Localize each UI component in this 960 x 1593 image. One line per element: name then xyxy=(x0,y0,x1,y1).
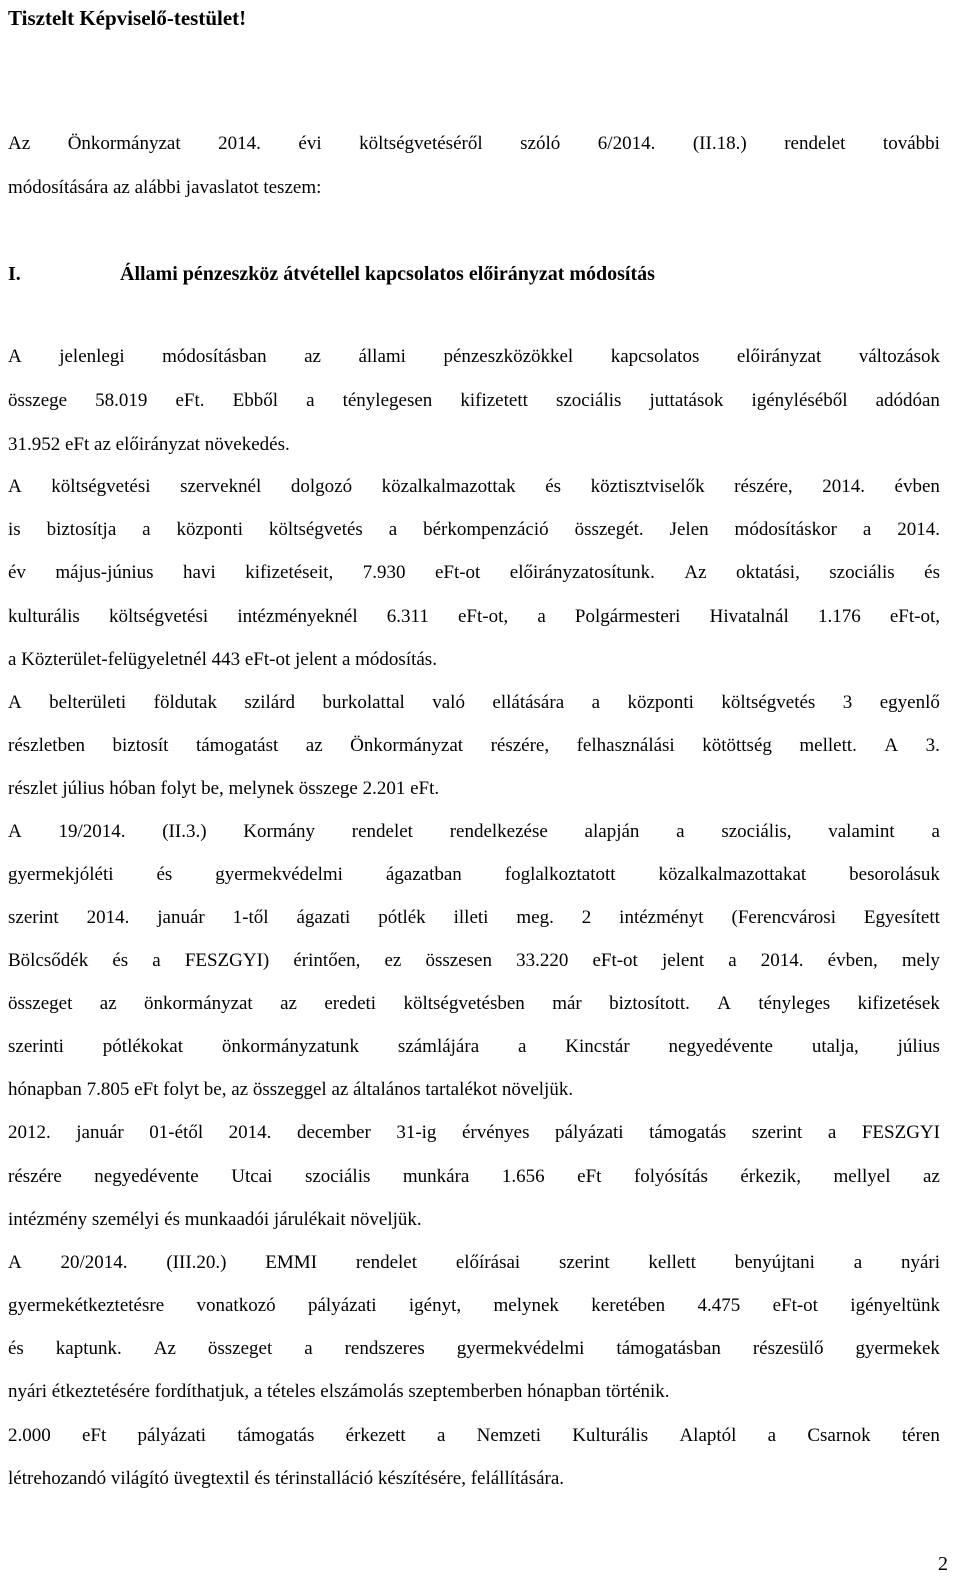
body-line: A költségvetési szerveknél dolgozó közalkalmazottak és köztisztviselők részére, 2014. évben xyxy=(8,476,940,497)
body-line: és kaptunk. Az összeget a rendszeres gyermekvédelmi támogatásban részesülő gyermekek xyxy=(8,1338,940,1359)
section-title: Állami pénzeszköz átvétellel kapcsolatos előirányzat módosítás xyxy=(120,263,655,285)
body-line: Bölcsődék és a FESZGYI) érintően, ez összesen 33.220 eFt-ot jelent a 2014. évben, mely xyxy=(8,950,940,971)
body-line: kulturális költségvetési intézményeknél 6.311 eFt-ot, a Polgármesteri Hivatalnál 1.176 eFt-ot, xyxy=(8,606,940,627)
page-number: 2 xyxy=(938,1553,948,1575)
body-line: szerint 2014. január 1-től ágazati pótlék illeti meg. 2 intézményt (Ferencvárosi Egyesített xyxy=(8,907,940,928)
body-line: összeget az önkormányzat az eredeti költségvetésben már biztosított. A tényleges kifizetések xyxy=(8,993,940,1014)
body-line: szerinti pótlékokat önkormányzatunk számlájára a Kincstár negyedévente utalja, július xyxy=(8,1036,940,1057)
body-line: A belterületi földutak szilárd burkolattal való ellátására a központi költségvetés 3 egyenlő xyxy=(8,692,940,713)
section-number: I. xyxy=(8,263,21,285)
body-line: 2012. január 01-étől 2014. december 31-ig érvényes pályázati támogatás szerint a FESZGYI xyxy=(8,1122,940,1143)
body-line: A jelenlegi módosításban az állami pénzeszközökkel kapcsolatos előirányzat változások xyxy=(8,346,940,367)
body-line: 2.000 eFt pályázati támogatás érkezett a Nemzeti Kulturális Alaptól a Csarnok téren xyxy=(8,1425,940,1446)
body-line: is biztosítja a központi költségvetés a bérkompenzáció összegét. Jelen módosításkor a 2014. xyxy=(8,519,940,540)
body-line: részletben biztosít támogatást az Önkormányzat részére, felhasználási kötöttség mellett. A 3. xyxy=(8,735,940,756)
body-line: gyermekétkeztetésre vonatkozó pályázati igényt, melynek keretében 4.475 eFt-ot igényeltünk xyxy=(8,1295,940,1316)
body-line: A 20/2014. (III.20.) EMMI rendelet előírásai szerint kellett benyújtani a nyári xyxy=(8,1252,940,1273)
intro-line: módosítására az alábbi javaslatot teszem: xyxy=(8,177,322,198)
body-line: nyári étkeztetésére fordíthatjuk, a tételes elszámolás szeptemberben hónapban történik. xyxy=(8,1381,670,1402)
intro-line: Az Önkormányzat 2014. évi költségvetéséről szóló 6/2014. (II.18.) rendelet további xyxy=(8,133,940,154)
body-line: A 19/2014. (II.3.) Kormány rendelet rendelkezése alapján a szociális, valamint a xyxy=(8,821,940,842)
body-line: létrehozandó világító üvegtextil és térinstalláció készítésére, felállítására. xyxy=(8,1468,565,1489)
body-line: intézmény személyi és munkaadói járulékait növeljük. xyxy=(8,1209,422,1230)
body-line: gyermekjóléti és gyermekvédelmi ágazatban foglalkoztatott közalkalmazottakat besorolásuk xyxy=(8,864,940,885)
body-line: 31.952 eFt az előirányzat növekedés. xyxy=(8,434,290,455)
body-line: hónapban 7.805 eFt folyt be, az összeggel az általános tartalékot növeljük. xyxy=(8,1079,574,1100)
body-line: összege 58.019 eFt. Ebből a ténylegesen kifizetett szociális juttatások igényléséből adódóan xyxy=(8,390,940,411)
page-heading: Tisztelt Képviselő-testület! xyxy=(8,6,247,30)
body-line: részére negyedévente Utcai szociális munkára 1.656 eFt folyósítás érkezik, mellyel az xyxy=(8,1166,940,1187)
body-line: év május-június havi kifizetéseit, 7.930 eFt-ot előirányzatosítunk. Az oktatási, szociális és xyxy=(8,562,940,583)
body-line: részlet július hóban folyt be, melynek összege 2.201 eFt. xyxy=(8,778,440,799)
body-line: a Közterület-felügyeletnél 443 eFt-ot jelent a módosítás. xyxy=(8,649,437,670)
